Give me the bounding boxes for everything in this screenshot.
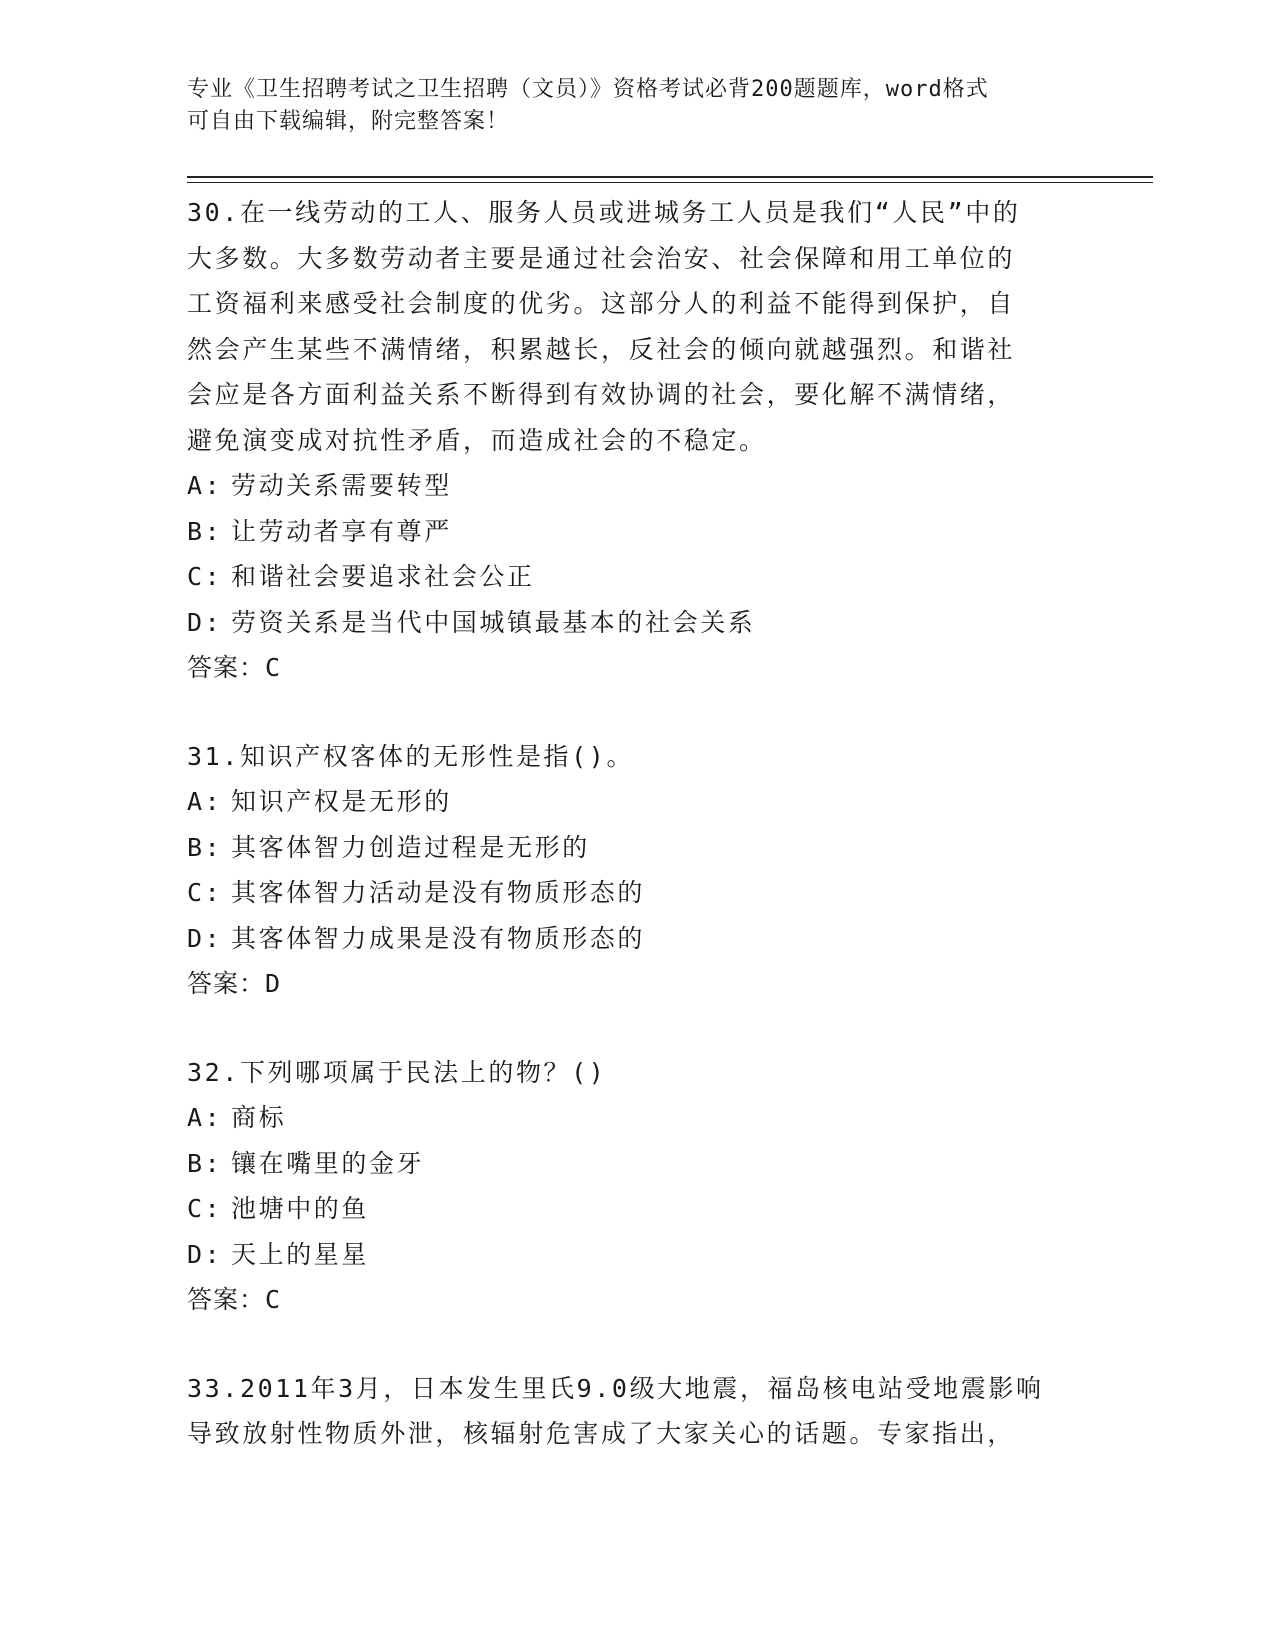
option-a [187, 1095, 1087, 1141]
answer-line [187, 1277, 1087, 1323]
option-letter: A: [187, 1103, 223, 1132]
header-divider-thick [187, 176, 1153, 178]
option-letter: A: [187, 471, 223, 500]
answer-label: 答案： [187, 653, 266, 682]
option-letter: A: [187, 787, 223, 816]
question-30 [187, 190, 1087, 691]
option-text: 池塘中的鱼 [231, 1194, 370, 1223]
header-divider-thin [187, 182, 1153, 183]
answer-value: C [265, 653, 282, 682]
question-32 [187, 1050, 1087, 1323]
document-header [187, 74, 1087, 138]
answer-line [187, 961, 1087, 1007]
option-a [187, 779, 1087, 825]
option-letter: D: [187, 1239, 223, 1269]
answer-line [187, 645, 1087, 691]
option-text: 商标 [231, 1103, 287, 1132]
answer-value: C [265, 1285, 282, 1314]
stem-line: 导致放射性物质外泄，核辐射危害成了大家关心的话题。专家指出， [187, 1419, 1016, 1448]
option-text: 其客体智力创造过程是无形的 [231, 832, 590, 862]
stem-line: 然会产生某些不满情绪，积累越长，反社会的倾向就越强烈。和谐社 [187, 334, 1016, 364]
stem-line: 33.2011年3月，日本发生里氏9.0级大地震，福岛核电站受地震影响 [187, 1373, 1044, 1403]
question-stem [187, 1050, 1087, 1096]
option-text: 其客体智力活动是没有物质形态的 [231, 878, 646, 907]
stem-line: 工资福利来感受社会制度的优劣。这部分人的利益不能得到保护，自 [187, 289, 1016, 318]
option-d [187, 600, 1087, 646]
option-c [187, 870, 1087, 916]
stem-line: 避免演变成对抗性矛盾，而造成社会的不稳定。 [187, 425, 767, 455]
option-text: 让劳动者享有尊严 [231, 516, 452, 546]
answer-label: 答案： [187, 969, 266, 998]
option-letter: D: [187, 607, 223, 637]
question-stem [187, 734, 1087, 780]
option-c [187, 1186, 1087, 1232]
option-d [187, 1232, 1087, 1278]
option-letter: C: [187, 562, 223, 591]
option-letter: B: [187, 1148, 223, 1178]
option-d [187, 916, 1087, 962]
option-text: 天上的星星 [231, 1239, 370, 1269]
stem-line: 30.在一线劳动的工人、服务人员或进城务工人员是我们“人民”中的 [187, 198, 1021, 227]
stem-line: 会应是各方面利益关系不断得到有效协调的社会，要化解不满情绪， [187, 380, 1016, 409]
stem-line: 32.下列哪项属于民法上的物？() [187, 1057, 607, 1087]
option-letter: C: [187, 1194, 223, 1223]
option-letter: D: [187, 923, 223, 953]
option-text: 知识产权是无形的 [231, 787, 452, 816]
option-letter: B: [187, 832, 223, 862]
option-letter: B: [187, 516, 223, 546]
answer-value: D [265, 969, 282, 998]
option-text: 镶在嘴里的金牙 [231, 1148, 425, 1178]
option-letter: C: [187, 878, 223, 907]
option-text: 劳资关系是当代中国城镇最基本的社会关系 [231, 607, 756, 637]
header-line-1: 专业《卫生招聘考试之卫生招聘（文员）》资格考试必背200题题库，word格式 [187, 77, 989, 102]
option-b [187, 1141, 1087, 1187]
option-text: 劳动关系需要转型 [231, 471, 452, 500]
question-stem [187, 190, 1087, 463]
option-b [187, 509, 1087, 555]
question-list [187, 190, 1087, 1500]
option-c [187, 554, 1087, 600]
answer-label: 答案： [187, 1285, 266, 1314]
header-line-2: 可自由下载编辑，附完整答案！ [187, 109, 510, 134]
question-33 [187, 1366, 1087, 1457]
option-a [187, 463, 1087, 509]
stem-line: 31.知识产权客体的无形性是指()。 [187, 741, 635, 771]
option-text: 其客体智力成果是没有物质形态的 [231, 923, 646, 953]
question-31 [187, 734, 1087, 1007]
question-stem [187, 1366, 1087, 1457]
stem-line: 大多数。大多数劳动者主要是通过社会治安、社会保障和用工单位的 [187, 243, 1016, 273]
option-b [187, 825, 1087, 871]
option-text: 和谐社会要追求社会公正 [231, 562, 535, 591]
